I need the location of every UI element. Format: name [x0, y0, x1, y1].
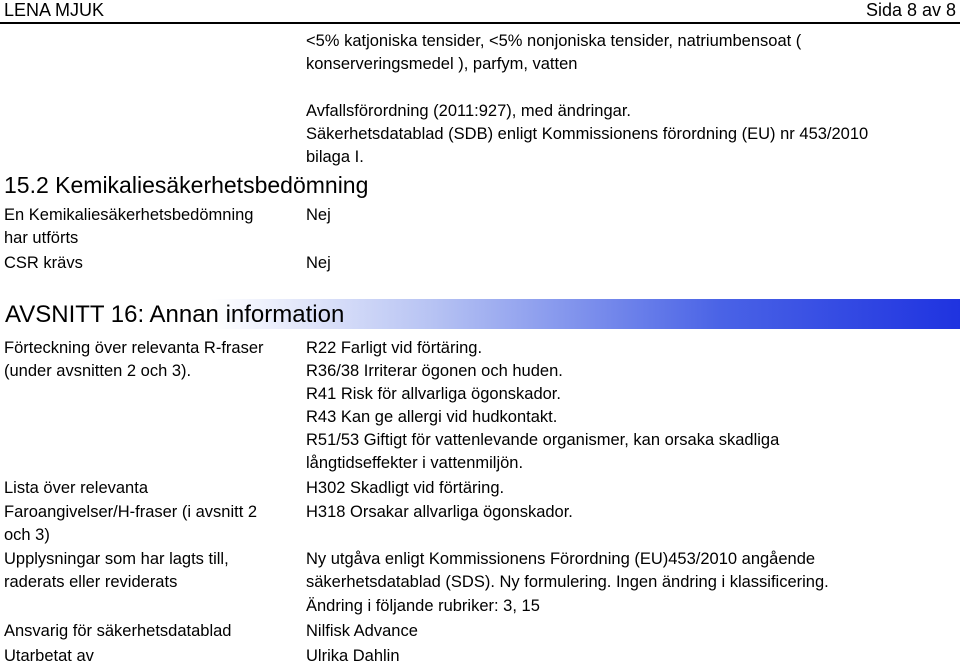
r-phrase-r51-53-cont: långtidseffekter i vattenmiljön. [306, 454, 524, 472]
ingredients-line-2: konserveringsmedel ), parfym, vatten [306, 55, 578, 73]
regulation-line-2: Säkerhetsdatablad (SDB) enligt Kommissionens förordning (EU) nr 453/2010 [306, 125, 869, 143]
csa-label-line-1: En Kemikaliesäkerhetsbedömning [4, 206, 254, 224]
header-divider [0, 22, 960, 24]
h-phrases-label-line-1: Lista över relevanta [4, 479, 148, 497]
section-16-title: AVSNITT 16: Annan information [5, 301, 345, 328]
r-phrase-r36-38: R36/38 Irriterar ögonen och huden. [306, 362, 563, 380]
r-phrases-label-line-2: (under avsnitten 2 och 3). [4, 362, 192, 380]
prepared-by-label: Utarbetat av [4, 647, 94, 663]
h-phrases-label-line-3: och 3) [4, 526, 50, 544]
revisions-label-line-2: raderats eller reviderats [4, 573, 178, 591]
h-phrase-h302: H302 Skadligt vid förtäring. [306, 479, 505, 497]
ingredients-line-1: <5% katjoniska tensider, <5% nonjoniska tensider, natriumbensoat ( [306, 32, 802, 50]
regulation-line-1: Avfallsförordning (2011:927), med ändringar. [306, 102, 632, 120]
prepared-by-value: Ulrika Dahlin [306, 647, 400, 663]
r-phrase-r41: R41 Risk för allvarliga ögonskador. [306, 385, 561, 403]
csr-value: Nej [306, 254, 331, 272]
responsible-value: Nilfisk Advance [306, 622, 418, 640]
revisions-label-line-1: Upplysningar som har lagts till, [4, 550, 229, 568]
section-15-2-title: 15.2 Kemikaliesäkerhetsbedömning [4, 172, 369, 198]
revision-line-1: Ny utgåva enligt Kommissionens Förordning (EU)453/2010 angående [306, 550, 816, 568]
r-phrase-r22: R22 Farligt vid förtäring. [306, 339, 483, 357]
csa-label-line-2: har utförts [4, 229, 79, 247]
responsible-label: Ansvarig för säkerhetsdatablad [4, 622, 232, 640]
csr-label: CSR krävs [4, 254, 83, 272]
page-number: Sida 8 av 8 [865, 0, 956, 20]
h-phrases-label-line-2: Faroangivelser/H-fraser (i avsnitt 2 [4, 503, 258, 521]
r-phrases-label-line-1: Förteckning över relevanta R-fraser [4, 339, 264, 357]
h-phrase-h318: H318 Orsakar allvarliga ögonskador. [306, 503, 573, 521]
product-name: LENA MJUK [4, 0, 105, 20]
r-phrase-r43: R43 Kan ge allergi vid hudkontakt. [306, 408, 558, 426]
r-phrase-r51-53: R51/53 Giftigt för vattenlevande organismer, kan orsaka skadliga [306, 431, 780, 449]
regulation-line-3: bilaga I. [306, 148, 364, 166]
revision-line-3: Ändring i följande rubriker: 3, 15 [306, 597, 540, 615]
revision-line-2: säkerhetsdatablad (SDS). Ny formulering. Ingen ändring i klassificering. [306, 573, 829, 591]
csa-value: Nej [306, 206, 331, 224]
